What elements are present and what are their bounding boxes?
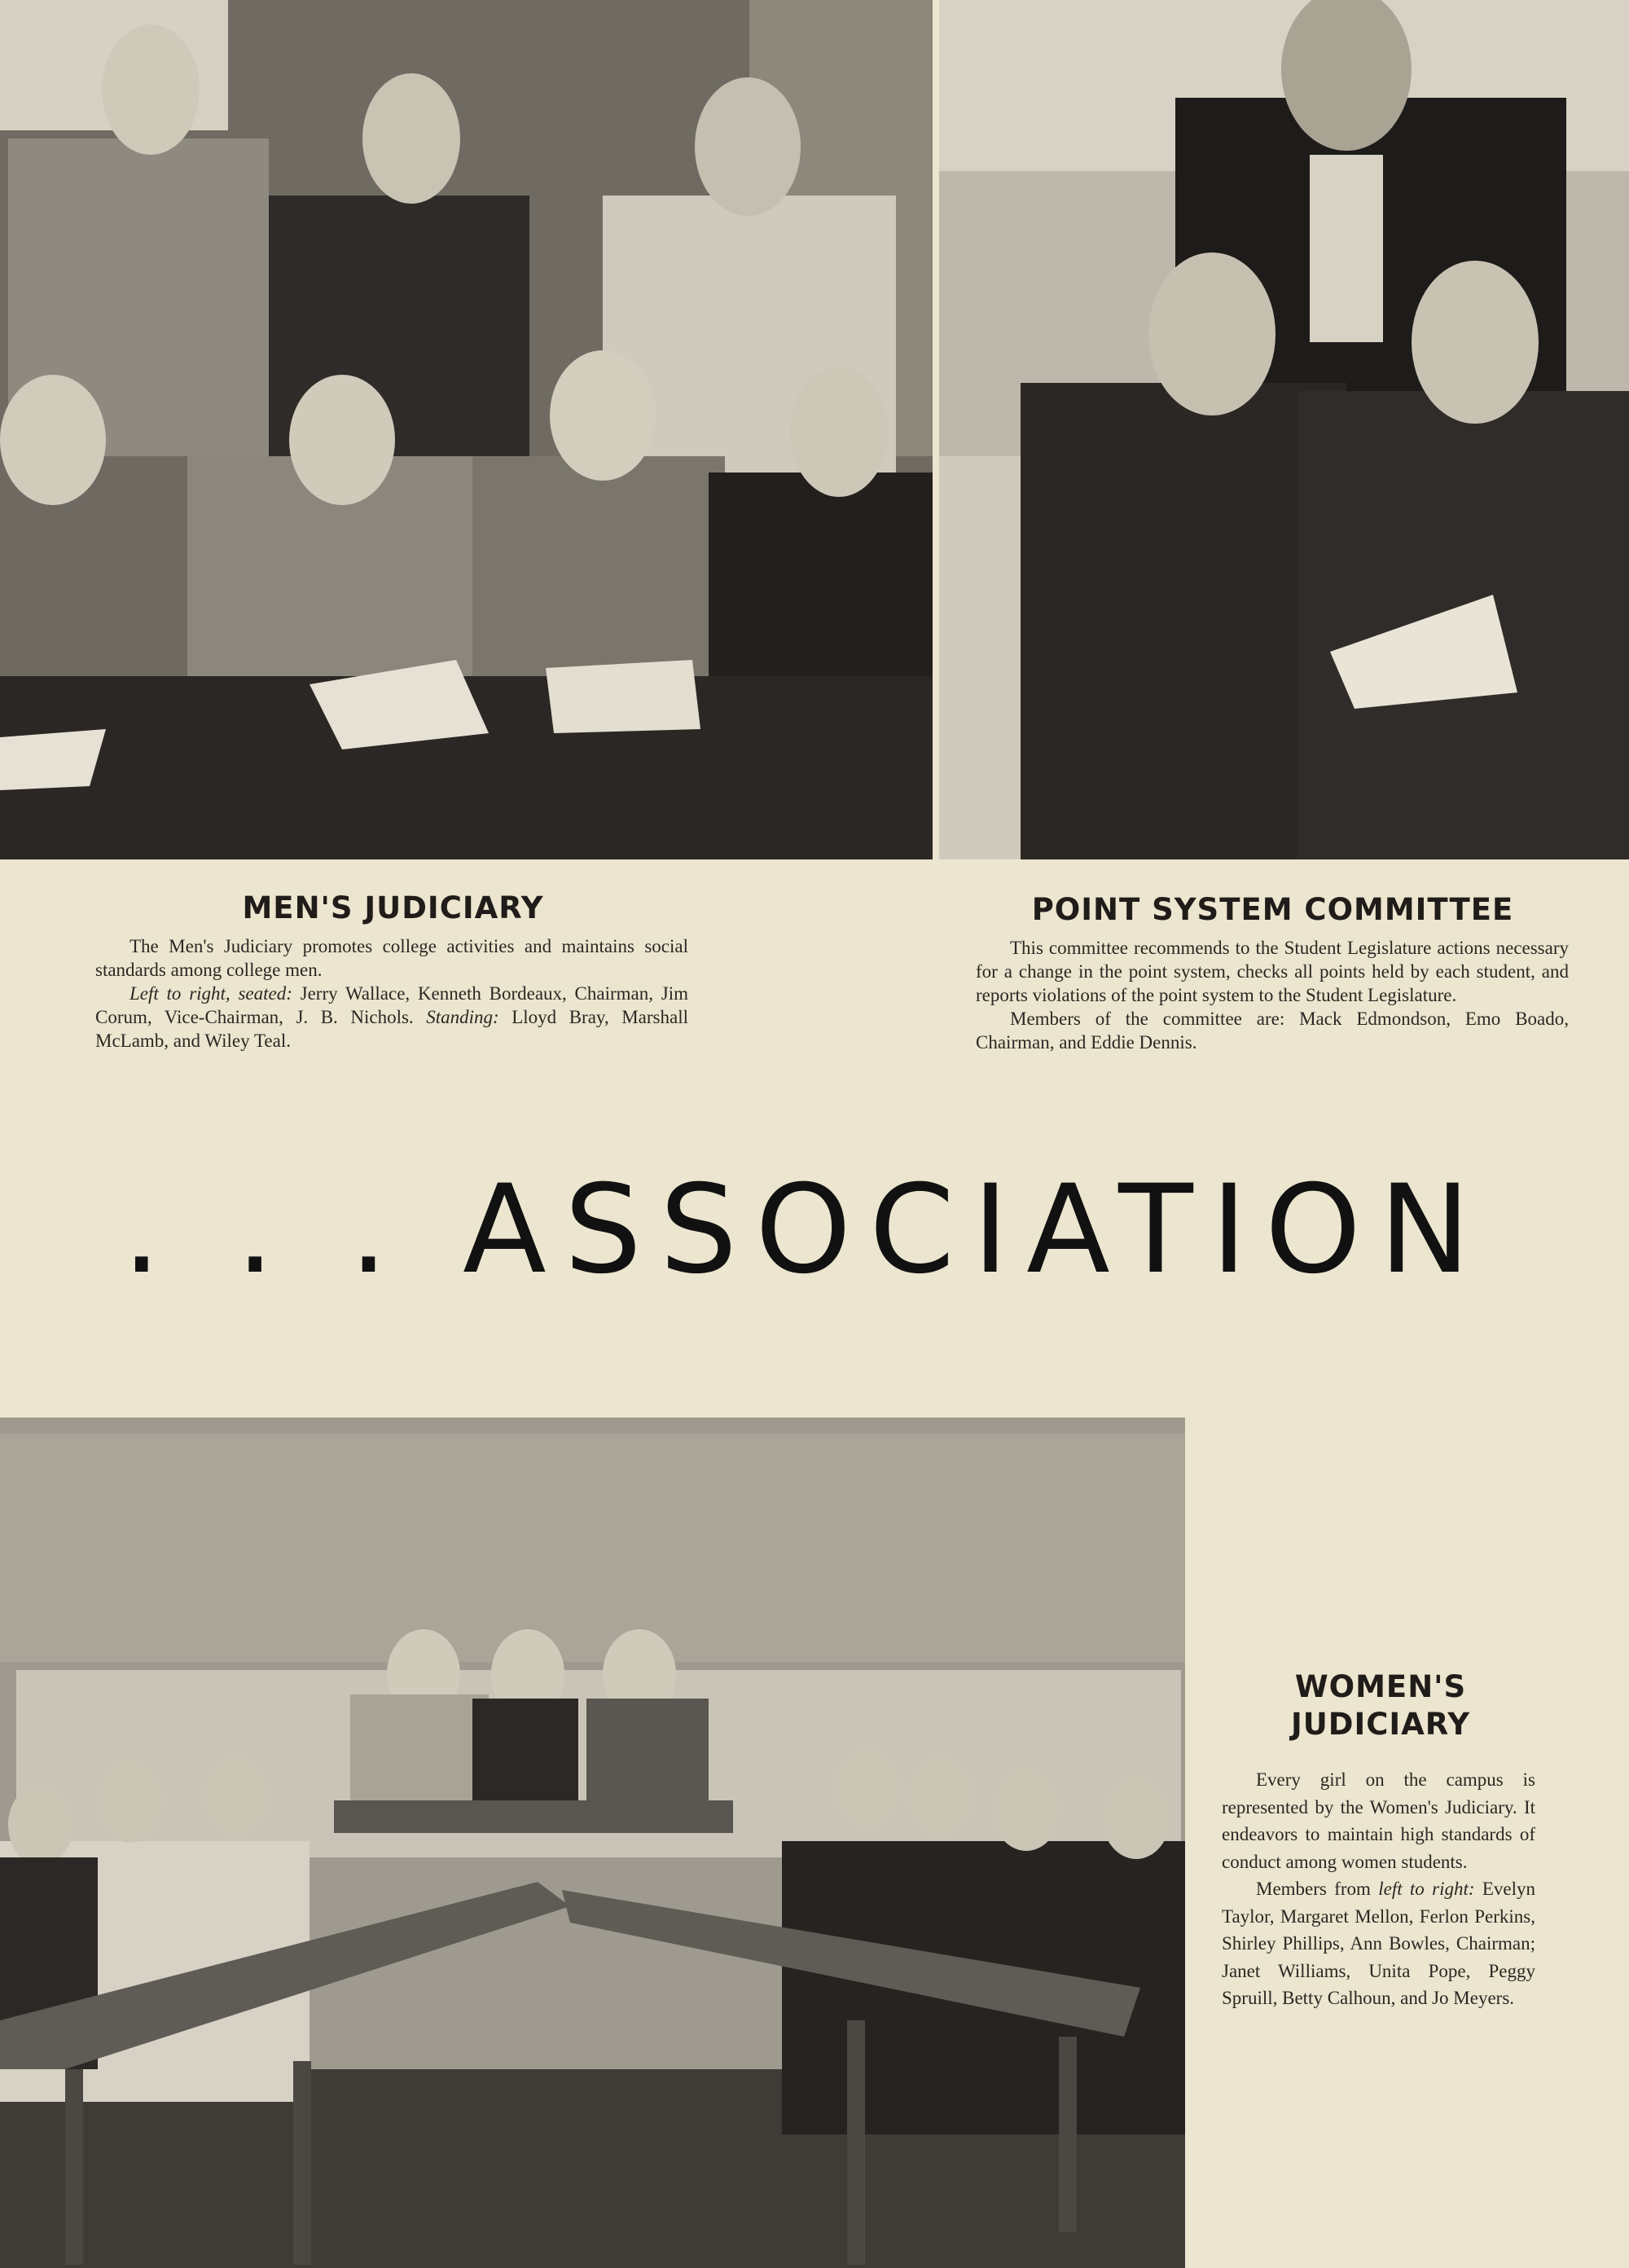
- mens-judiciary-photo-art: [0, 0, 933, 859]
- point-system-caption: [976, 936, 1569, 1054]
- womens-judiciary-para1: Every girl on the campus is represented by the Women's Judiciary. It endeavors to maintain high standards of conduct among women students.: [1222, 1769, 1535, 1872]
- point-system-photo-art: [939, 0, 1629, 859]
- womens-judiciary-title-line2: JUDICIARY: [1290, 1707, 1471, 1742]
- point-system-photo: [939, 0, 1629, 859]
- mens-judiciary-photo: [0, 0, 933, 859]
- mens-judiciary-standing-label: Standing:: [426, 1007, 499, 1027]
- womens-judiciary-caption: [1222, 1766, 1535, 2012]
- point-system-para2: Members of the committee are: Mack Edmondson, Emo Boado, Chairman, and Eddie Dennis.: [976, 1009, 1569, 1053]
- womens-judiciary-title: [1214, 1668, 1548, 1743]
- mens-judiciary-para2: [95, 982, 688, 1053]
- womens-judiciary-para2: [1222, 1875, 1535, 2012]
- womens-judiciary-photo: [0, 1418, 1185, 2268]
- womens-judiciary-photo-art: [0, 1418, 1185, 2268]
- mens-judiciary-caption: [95, 934, 688, 1053]
- womens-judiciary-members-lead: Members from: [1256, 1879, 1379, 1899]
- mens-judiciary-standing-names: Lloyd Bray, Marshall McLamb, and Wiley Teal.: [95, 1007, 688, 1051]
- mens-judiciary-seated-names: Jerry Wallace, Kenneth Bordeaux, Chairman, Jim Corum, Vice-Chairman, J. B. Nichols.: [95, 983, 688, 1027]
- womens-judiciary-members-names: Evelyn Taylor, Margaret Mellon, Ferlon Perkins, Shirley Phillips, Ann Bowles, Chairman; Janet Williams, Unita Pope, Peggy Spruill, Betty Calhoun, and Jo Meyers.: [1222, 1879, 1535, 2008]
- point-system-title: POINT SYSTEM COMMITTEE: [1031, 892, 1514, 927]
- mens-judiciary-seated-label: Left to right, seated:: [130, 983, 292, 1004]
- mens-judiciary-title: MEN'S JUDICIARY: [242, 890, 544, 925]
- mens-judiciary-para1: The Men's Judiciary promotes college activities and maintains social standards among college men.: [95, 936, 688, 980]
- womens-judiciary-members-direction: left to right:: [1378, 1879, 1475, 1899]
- womens-judiciary-title-line1: WOMEN'S: [1294, 1669, 1467, 1704]
- section-title: . . . ASSOCIATION: [122, 1159, 1489, 1301]
- point-system-para1: This committee recommends to the Student Legislature actions necessary for a change in the point system, checks all points held by each student, and reports violations of the point system to the Student Legislature.: [976, 938, 1569, 1005]
